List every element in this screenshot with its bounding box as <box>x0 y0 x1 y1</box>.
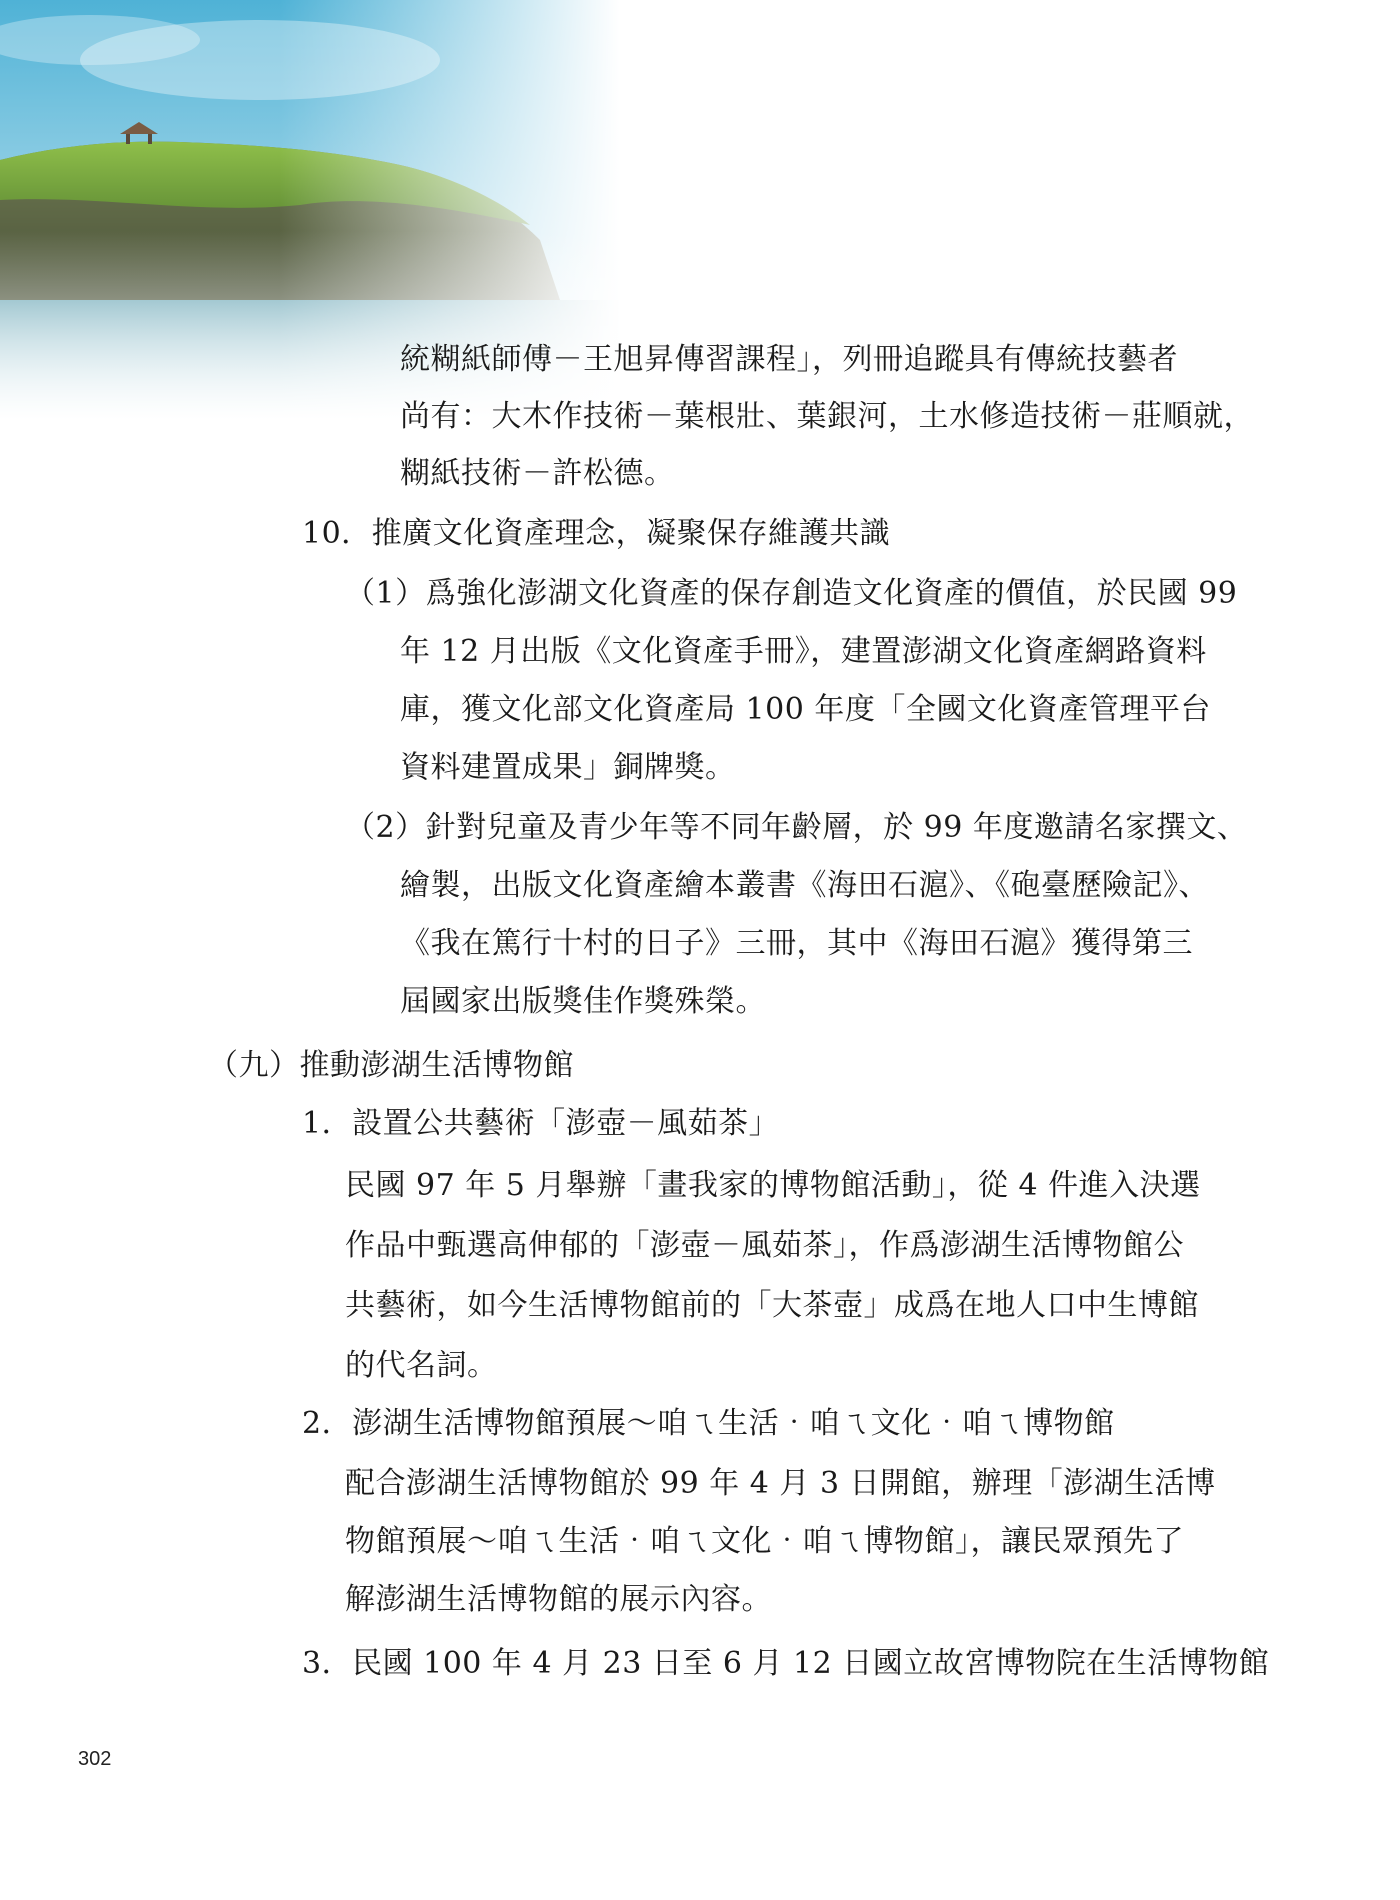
body-line: 解澎湖生活博物館的展示內容。 <box>345 1582 772 1617</box>
body-line: 糊紙技術－許松德。 <box>400 456 675 491</box>
body-line: 繪製，出版文化資產繪本叢書《海田石滬》、《砲臺歷險記》、 <box>400 868 1209 903</box>
list-item-heading: 1．設置公共藝術「澎壺－風茹茶」 <box>302 1106 780 1141</box>
body-line: 尚有：大木作技術－葉根壯、葉銀河，土水修造技術－莊順就， <box>400 399 1254 434</box>
list-item-heading: 10．推廣文化資產理念，凝聚保存維護共識 <box>302 516 891 551</box>
body-line: 共藝術，如今生活博物館前的「大茶壺」成爲在地人口中生博館 <box>345 1288 1199 1323</box>
section-heading: （九）推動澎湖生活博物館 <box>208 1048 574 1083</box>
body-line: 年 12 月出版《文化資產手冊》，建置澎湖文化資產網路資料 <box>400 634 1207 669</box>
body-line: 配合澎湖生活博物館於 99 年 4 月 3 日開館，辦理「澎湖生活博 <box>345 1466 1216 1501</box>
body-line: 庫，獲文化部文化資產局 100 年度「全國文化資產管理平台 <box>400 692 1211 727</box>
body-line: 資料建置成果」銅牌獎。 <box>400 750 736 785</box>
page-number: 302 <box>78 1748 112 1770</box>
body-line: 的代名詞。 <box>345 1348 498 1383</box>
body-line: 民國 97 年 5 月舉辦「畫我家的博物館活動」，從 4 件進入決選 <box>345 1168 1201 1203</box>
body-line: 統糊紙師傅－王旭昇傳習課程」，列冊追蹤具有傳統技藝者 <box>400 342 1178 377</box>
body-line: 物館預展～咱ㄟ生活‧咱ㄟ文化‧咱ㄟ博物館」，讓民眾預先了 <box>345 1524 1184 1559</box>
list-item-heading: 3．民國 100 年 4 月 23 日至 6 月 12 日國立故宮博物院在生活博物館 <box>302 1646 1270 1681</box>
body-line: （1）爲強化澎湖文化資產的保存創造文化資產的價值，於民國 99 <box>345 576 1238 611</box>
body-line: 作品中甄選高伸郁的「澎壺－風茹茶」，作爲澎湖生活博物館公 <box>345 1228 1184 1263</box>
body-line: （2）針對兒童及青少年等不同年齡層，於 99 年度邀請名家撰文、 <box>345 810 1248 845</box>
body-line: 屆國家出版獎佳作獎殊榮。 <box>400 984 766 1019</box>
body-line: 《我在篤行十村的日子》三冊，其中《海田石滬》獲得第三 <box>400 926 1193 961</box>
list-item-heading: 2．澎湖生活博物館預展～咱ㄟ生活‧咱ㄟ文化‧咱ㄟ博物館 <box>302 1406 1115 1441</box>
